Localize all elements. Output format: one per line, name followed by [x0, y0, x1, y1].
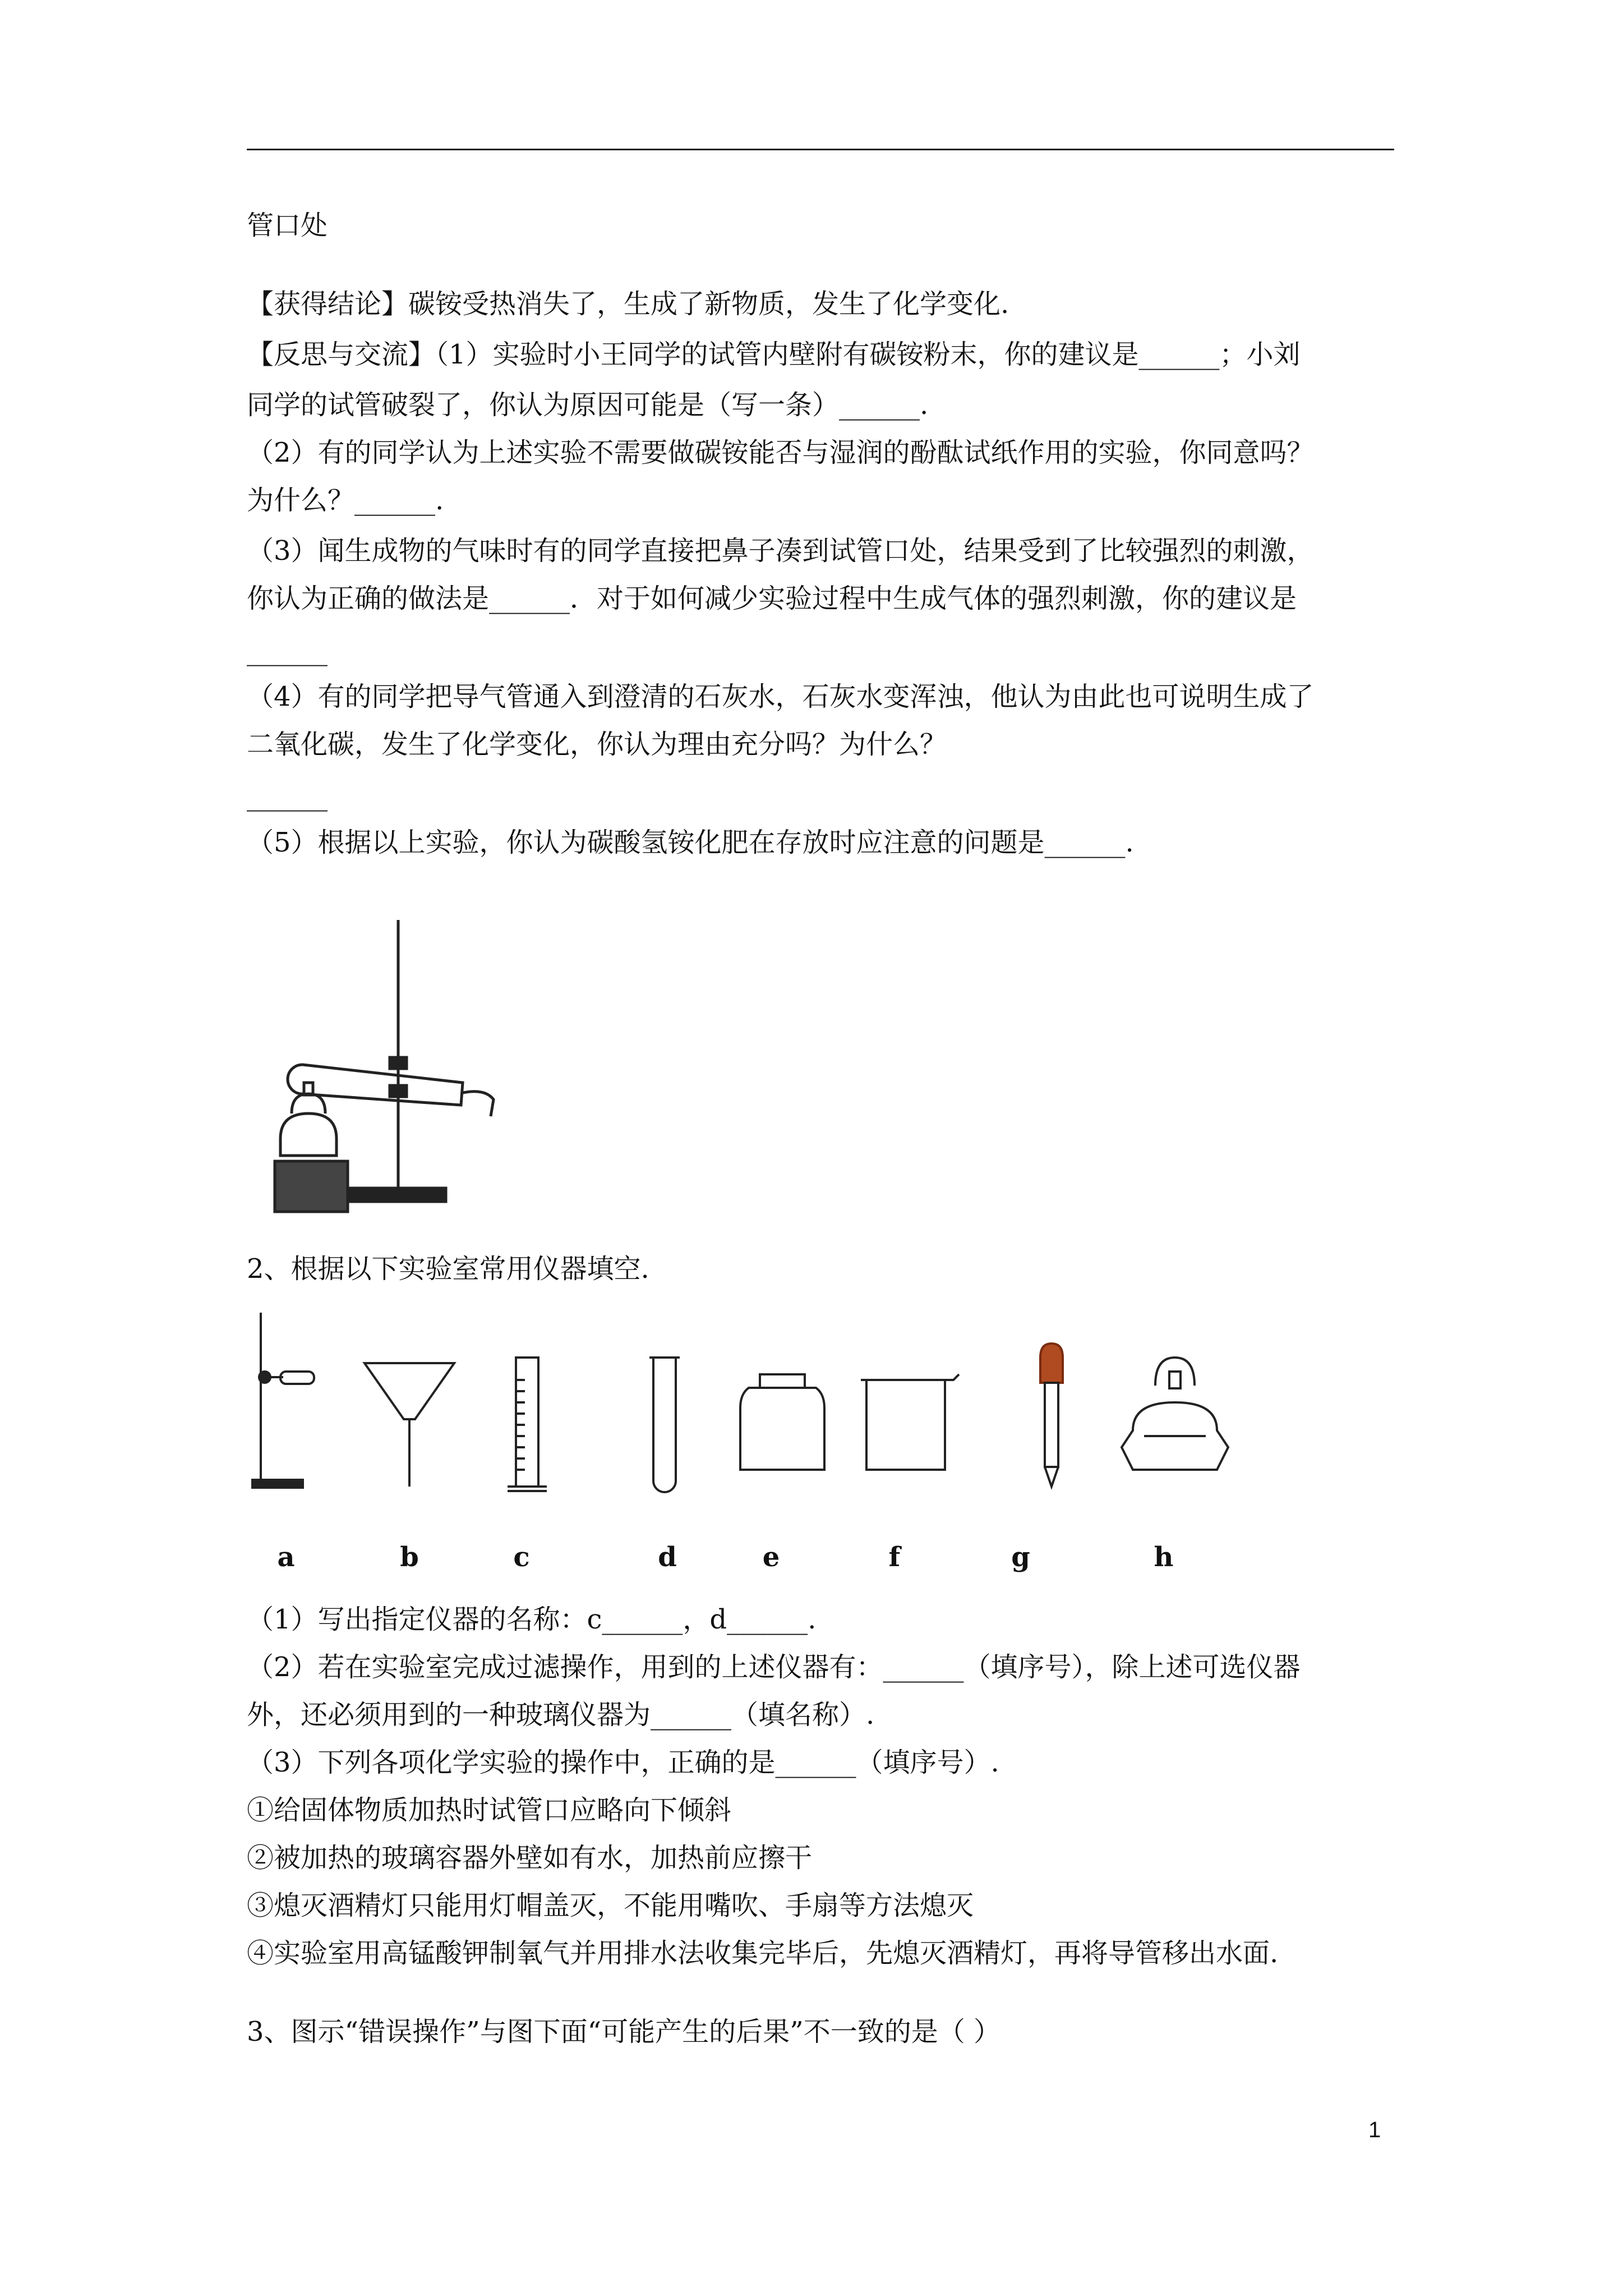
- instrument-label-a: a: [277, 1542, 295, 1573]
- heating-apparatus-figure: [269, 914, 505, 1217]
- text-line: （3）闻生成物的气味时有的同学直接把鼻子凑到试管口处，结果受到了比较强烈的刺激，: [247, 535, 1314, 567]
- text-line: （2）有的同学认为上述实验不需要做碳铵能否与湿润的酚酞试纸作用的实验，你同意吗？: [247, 437, 1314, 468]
- text-line: 外，还必须用到的一种玻璃仪器为______（填名称）.: [247, 1699, 875, 1731]
- text-line: ④实验室用高锰酸钾制氧气并用排水法收集完毕后，先熄灭酒精灯，再将导管移出水面.: [247, 1938, 1279, 1969]
- alcohol-lamp-icon: [1122, 1358, 1228, 1470]
- text-line: ______: [247, 635, 328, 666]
- text-line: 二氧化碳，发生了化学变化，你认为理由充分吗？为什么？: [247, 729, 947, 760]
- instruments-figure: [241, 1301, 1251, 1526]
- test-tube-icon: [649, 1358, 680, 1492]
- iron-stand-icon: [252, 1313, 314, 1488]
- text-line: 同学的试管破裂了，你认为原因可能是（写一条）______.: [247, 389, 929, 421]
- text-line: ①给固体物质加热时试管口应略向下倾斜: [247, 1795, 732, 1826]
- text-line: 【获得结论】碳铵受热消失了，生成了新物质，发生了化学变化.: [247, 288, 1009, 320]
- beaker-icon: [861, 1374, 959, 1470]
- instrument-label-d: d: [658, 1542, 677, 1573]
- instrument-label-e: e: [762, 1542, 780, 1573]
- text-line: （1）写出指定仪器的名称：c______，d______.: [247, 1604, 817, 1635]
- text-line: ②被加热的玻璃容器外壁如有水，加热前应擦干: [247, 1842, 813, 1874]
- text-line: （5）根据以上实验，你认为碳酸氢铵化肥在存放时应注意的问题是______.: [247, 827, 1134, 858]
- text-line: 3、图示“错误操作”与图下面“可能产生的后果”不一致的是（ ）: [247, 2016, 1000, 2047]
- text-line: （2）若在实验室完成过滤操作，用到的上述仪器有：______（填序号），除上述可选仪器: [247, 1651, 1301, 1683]
- instrument-label-b: b: [400, 1542, 419, 1573]
- instrument-label-h: h: [1154, 1542, 1174, 1573]
- graduated-cylinder-icon: [508, 1358, 547, 1491]
- text-line: ③熄灭酒精灯只能用灯帽盖灭，不能用嘴吹、手扇等方法熄灭: [247, 1890, 974, 1921]
- text-line: 2、根据以下实验室常用仪器填空.: [247, 1253, 649, 1285]
- funnel-icon: [365, 1363, 454, 1487]
- text-line: ______: [247, 780, 328, 812]
- dropper-icon: [1040, 1343, 1063, 1487]
- text-line: 为什么？______.: [247, 485, 444, 516]
- text-line: （3）下列各项化学实验的操作中，正确的是______（填序号）.: [247, 1747, 999, 1778]
- page-number: 1: [1368, 2118, 1381, 2142]
- instrument-label-f: f: [888, 1542, 901, 1573]
- text-line: 【反思与交流】（1）实验时小王同学的试管内壁附有碳铵粉末，你的建议是______；小刘: [247, 339, 1301, 370]
- text-line: （4）有的同学把导气管通入到澄清的石灰水，石灰水变浑浊，他认为由此也可说明生成了: [247, 681, 1314, 712]
- instrument-label-c: c: [513, 1542, 530, 1573]
- text-line: 管口处: [247, 210, 328, 241]
- wide-mouth-bottle-icon: [740, 1374, 824, 1470]
- instrument-label-g: g: [1011, 1542, 1030, 1573]
- text-line: 你认为正确的做法是______．对于如何减少实验过程中生成气体的强烈刺激，你的建议是: [247, 583, 1297, 614]
- header-rule: [247, 149, 1394, 150]
